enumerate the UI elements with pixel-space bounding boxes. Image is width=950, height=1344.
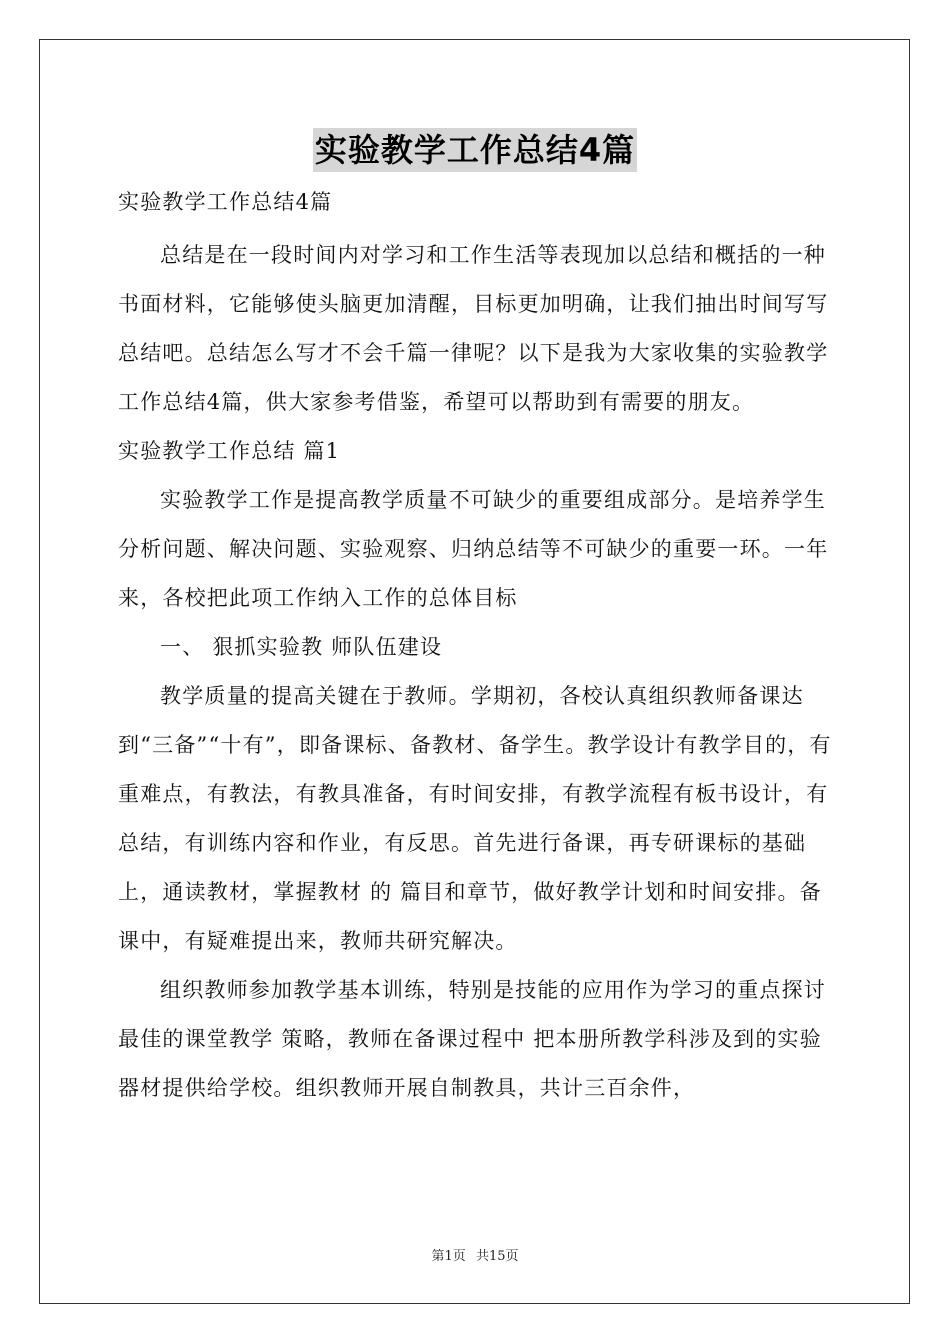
document-body — [118, 178, 834, 1113]
section-paragraph-2: 教学质量的提高关键在于教师。学期初，各校认真组织教师备课达到“三备”“十有”，即备课标、备教材、备学生。教学设计有教学目的，有重难点，有教法，有教具准备，有时间安排，有教学流程有板书设计，有总结，有训练内容和作业，有反思。首先进行备课，再专研课标的基础上，通读教材，掌握教材 的 篇目和章节，做好教学计划和时间安排。备课中，有疑难提出来，教师共研究解决。 — [118, 684, 832, 953]
section-paragraph-1: 实验教学工作是提高教学质量不可缺少的重要组成部分。是培养学生分析问题、解决问题、实验观察、归纳总结等不可缺少的重要一环。一年来，各校把此项工作纳入工作的总体目标 — [118, 488, 829, 610]
section-heading-1: 一、 狠抓实验教 师队伍建设 — [160, 635, 443, 659]
section-paragraph-3: 组织教师参加教学基本训练，特别是技能的应用作为学习的重点探讨最佳的课堂教学 策略，教师在备课过程中 把本册所教学科涉及到的实验器材提供给学校。组织教师开展自制教具，共计三百余件， — [118, 978, 826, 1100]
page-footer — [0, 1245, 950, 1264]
page-number: 第1页 — [431, 1249, 466, 1264]
document-subtitle: 实验教学工作总结4篇 — [118, 190, 333, 214]
document-title: 实验教学工作总结4篇 — [313, 128, 637, 172]
title-area — [0, 128, 950, 172]
intro-paragraph: 总结是在一段时间内对学习和工作生活等表现加以总结和概括的一种书面材料，它能够使头脑更加清醒，目标更加明确，让我们抽出时间写写总结吧。总结怎么写才不会千篇一律呢？以下是我为大家收集的实验教学工作总结4篇，供大家参考借鉴，希望可以帮助到有需要的朋友。 — [118, 243, 829, 414]
total-pages: 共15页 — [475, 1249, 519, 1264]
section-title: 实验教学工作总结 篇1 — [118, 439, 341, 463]
